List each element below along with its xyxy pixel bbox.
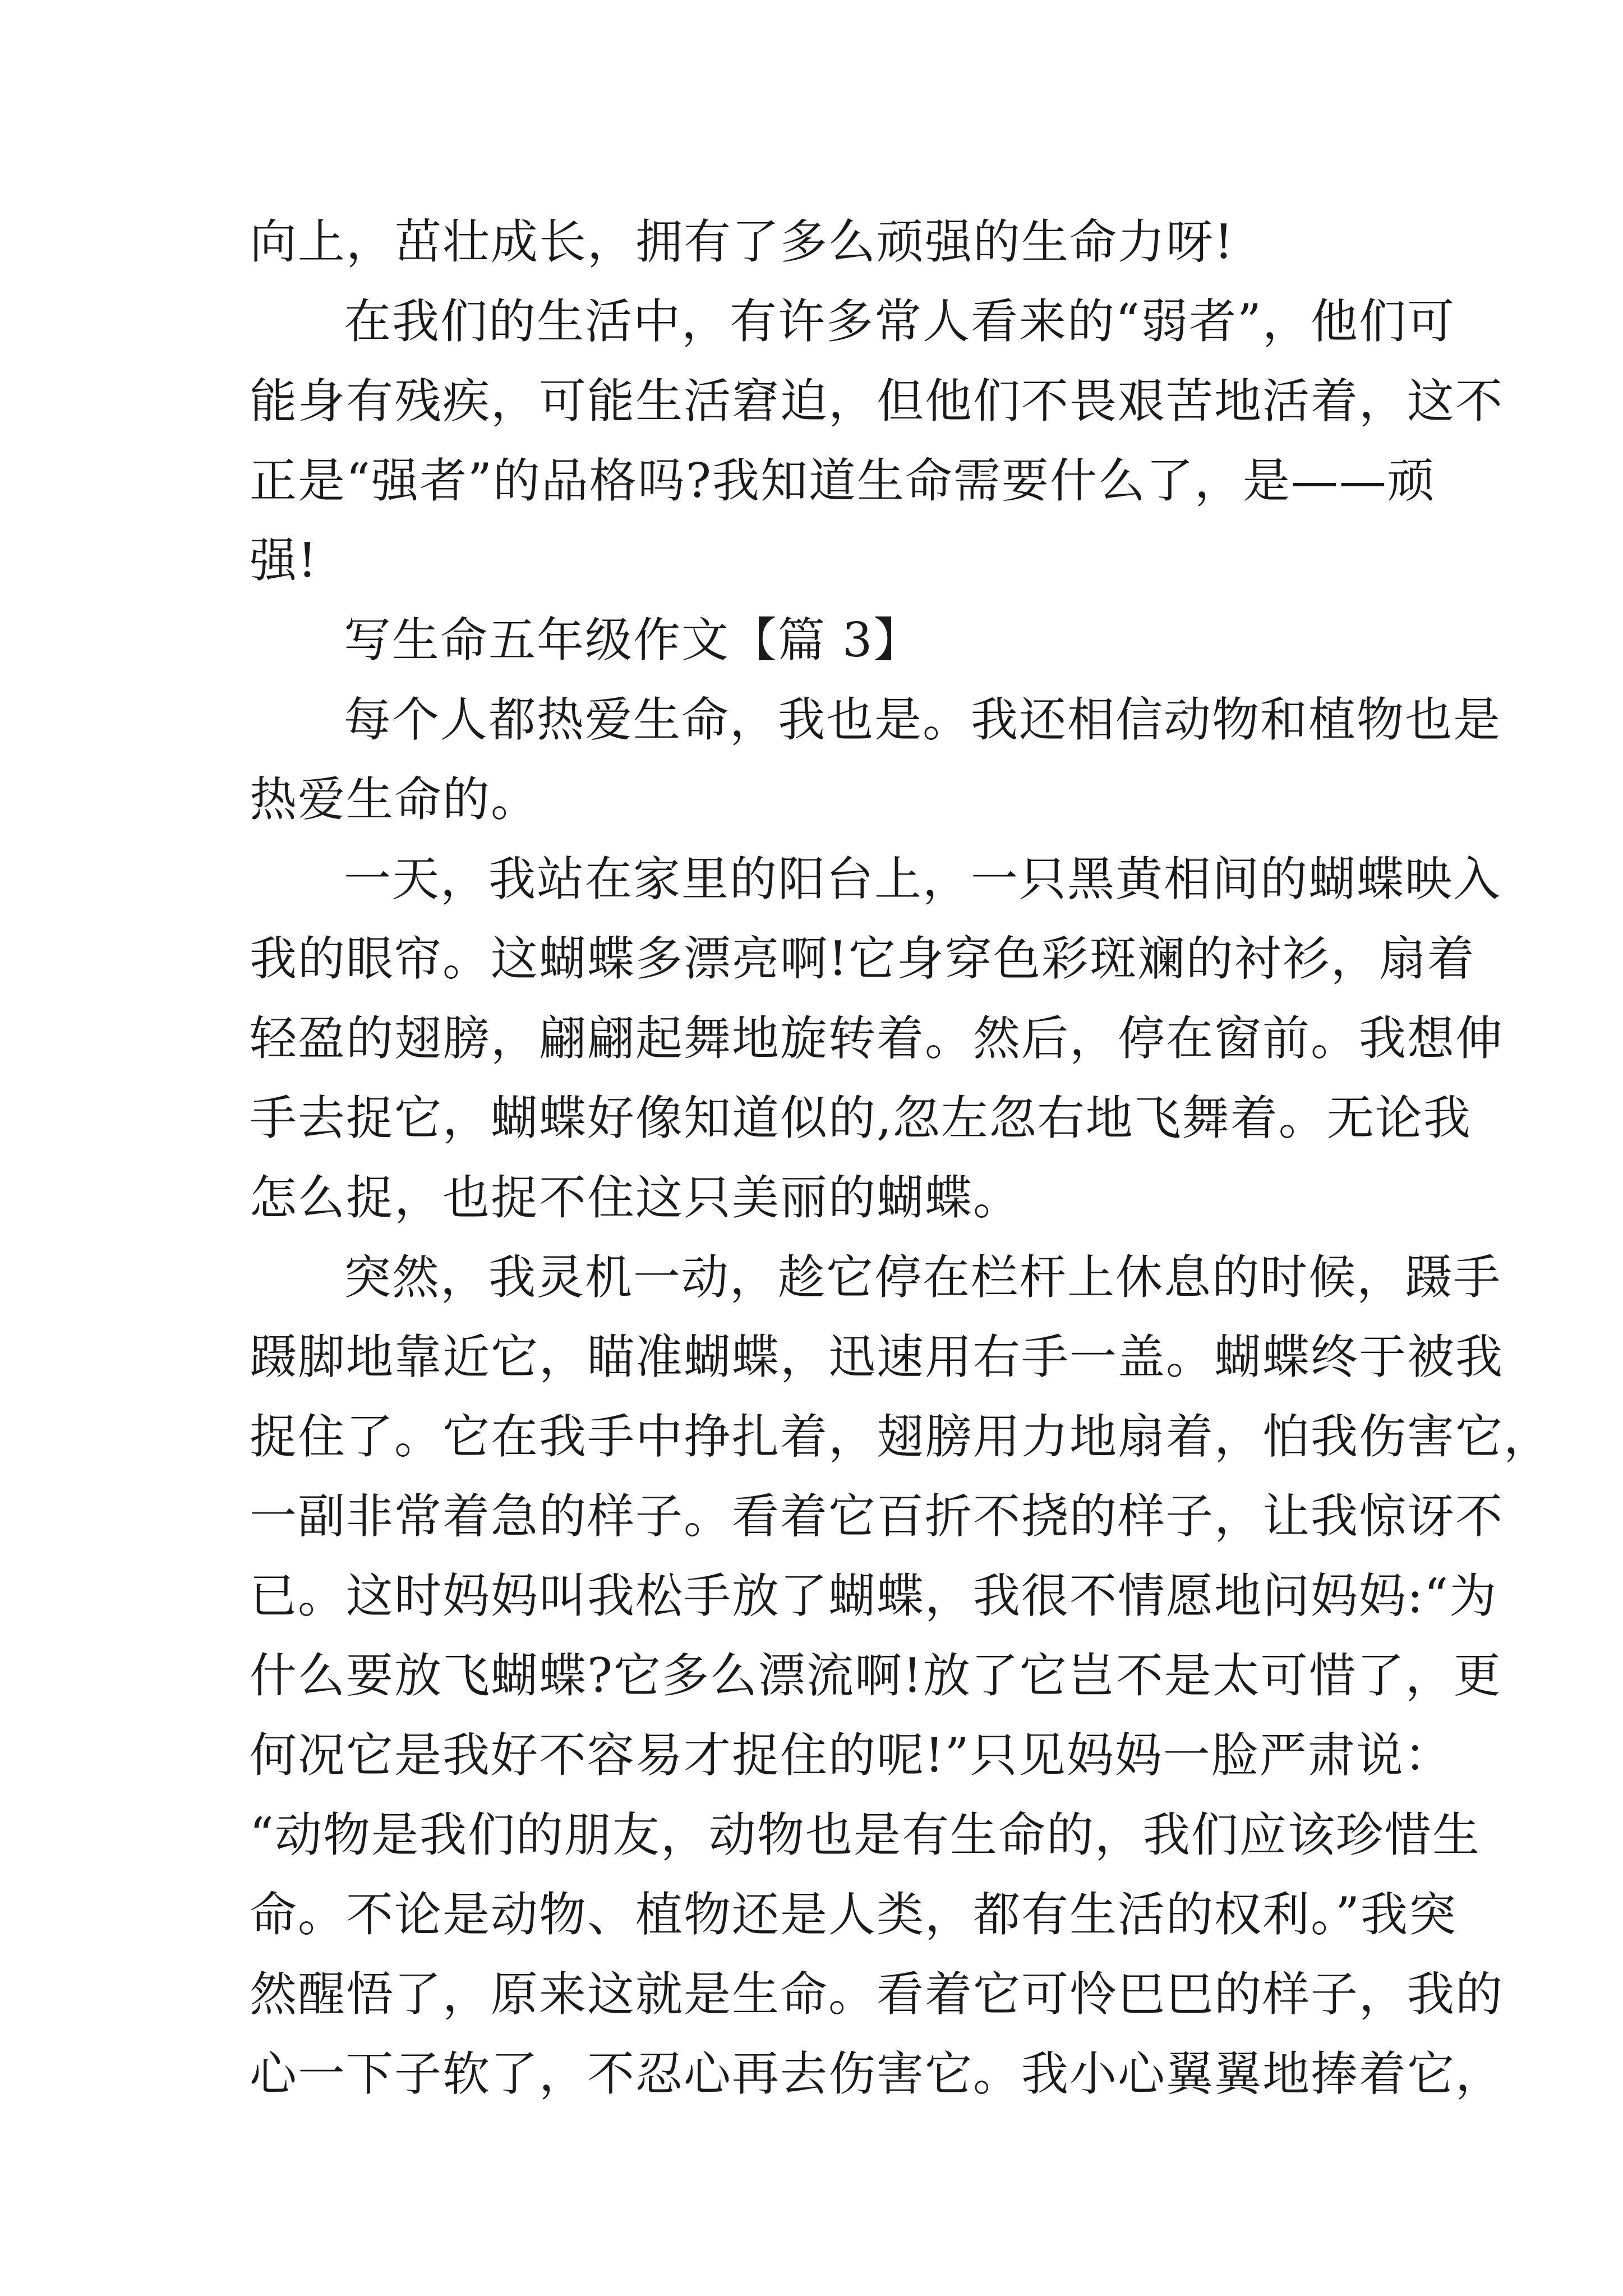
text-line: 我的眼帘。这蝴蝶多漂亮啊!它身穿色彩斑斓的衬衫，扇着 [250, 931, 1476, 986]
text-line: 正是“强者”的品格吗?我知道生命需要什么了，是——顽 [250, 453, 1436, 508]
text-line: 能身有残疾，可能生活窘迫，但他们不畏艰苦地活着，这不 [250, 374, 1504, 429]
document-body [250, 202, 1552, 2114]
text-line: 一副非常着急的样子。看着它百折不挠的样子，让我惊讶不 [250, 1489, 1504, 1544]
text-line: 捉住了。它在我手中挣扎着，翅膀用力地扇着，怕我伤害它， [250, 1409, 1552, 1464]
text-line: 热爱生命的。 [250, 772, 540, 827]
text-line: 强! [250, 533, 318, 588]
section-heading: 写生命五年级作文【篇 3】 [344, 613, 922, 668]
text-line: 一天，我站在家里的阳台上，一只黑黄相间的蝴蝶映入 [344, 852, 1502, 907]
text-line: 然醒悟了，原来这就是生命。看着它可怜巴巴的样子，我的 [250, 1967, 1504, 2022]
text-line: 手去捉它，蝴蝶好像知道似的,忽左忽右地飞舞着。无论我 [250, 1091, 1472, 1145]
text-line: 什么要放飞蝴蝶?它多么漂流啊!放了它岂不是太可惜了，更 [250, 1648, 1502, 1703]
text-line: 在我们的生活中，有许多常人看来的“弱者”，他们可 [344, 294, 1455, 349]
text-line: 蹑脚地靠近它，瞄准蝴蝶，迅速用右手一盖。蝴蝶终于被我 [250, 1329, 1504, 1384]
text-line: 命。不论是动物、植物还是人类，都有生活的权利。”我突 [250, 1887, 1457, 1942]
text-line: 轻盈的翅膀，翩翩起舞地旋转着。然后，停在窗前。我想伸 [250, 1011, 1504, 1066]
text-line: 怎么捉，也捉不住这只美丽的蝴蝶。 [250, 1170, 1022, 1225]
text-line: 突然，我灵机一动，趁它停在栏杆上休息的时候，蹑手 [344, 1250, 1502, 1305]
text-line: 何况它是我好不容易才捉住的呢!”只见妈妈一脸严肃说： [250, 1728, 1453, 1783]
text-line: “动物是我们的朋友，动物也是有生命的，我们应该珍惜生 [250, 1807, 1481, 1862]
text-line: 每个人都热爱生命，我也是。我还相信动物和植物也是 [344, 692, 1502, 747]
text-line: 心一下子软了，不忍心再去伤害它。我小心翼翼地捧着它， [250, 2046, 1504, 2101]
text-line: 已。这时妈妈叫我松手放了蝴蝶，我很不情愿地问妈妈:“为 [250, 1568, 1498, 1623]
text-line: 向上，茁壮成长，拥有了多么顽强的生命力呀! [250, 214, 1234, 269]
